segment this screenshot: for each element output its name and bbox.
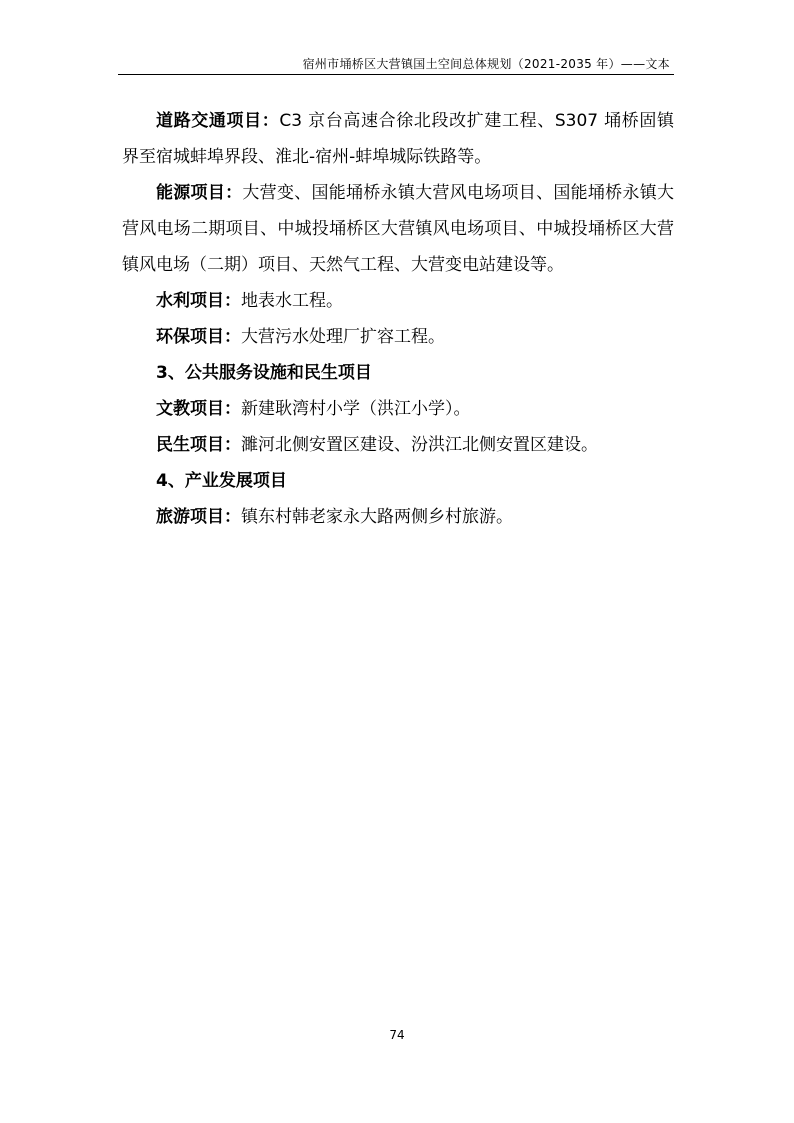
- paragraph-energy: [122, 175, 674, 283]
- paragraph-education: [122, 391, 674, 427]
- label-water: 水利项目：: [156, 291, 241, 311]
- paragraph-livelihood: [122, 427, 674, 463]
- text-water: 地表水工程。: [241, 291, 343, 311]
- paragraph-roads: [122, 103, 674, 175]
- label-education: 文教项目：: [156, 399, 241, 419]
- paragraph-tourism: [122, 499, 674, 535]
- label-tourism: 旅游项目：: [156, 507, 241, 527]
- text-environment: 大营污水处理厂扩容工程。: [241, 327, 445, 347]
- text-roads: C3 京台高速合徐北段改扩建工程、S307 埇桥固镇界至宿城蚌埠界段、淮北-宿州-蚌埠城际铁路等。: [122, 111, 675, 167]
- section-heading-3: 3、公共服务设施和民生项目: [156, 363, 372, 383]
- text-energy: 大营变、国能埇桥永镇大营风电场项目、国能埇桥永镇大营风电场二期项目、中城投埇桥区大营镇风电场项目、中城投埇桥区大营镇风电场（二期）项目、天然气工程、大营变电站建设等。: [122, 183, 675, 275]
- label-roads: 道路交通项目：: [156, 111, 280, 131]
- paragraph-water: [122, 283, 674, 319]
- running-header-title: 宿州市埇桥区大营镇国土空间总体规划（2021-2035 年）——文本: [302, 57, 670, 71]
- text-livelihood: 濉河北侧安置区建设、汾洪江北侧安置区建设。: [241, 435, 598, 455]
- paragraph-environment: [122, 319, 674, 355]
- body-content: [122, 103, 674, 535]
- section-heading-4: 4、产业发展项目: [156, 471, 287, 491]
- label-energy: 能源项目：: [156, 183, 243, 203]
- header-divider: [118, 74, 674, 75]
- text-education: 新建耿湾村小学（洪江小学）。: [241, 399, 471, 419]
- label-livelihood: 民生项目：: [156, 435, 241, 455]
- text-tourism: 镇东村韩老家永大路两侧乡村旅游。: [241, 507, 513, 527]
- label-environment: 环保项目：: [156, 327, 241, 347]
- page-number: 74: [389, 1028, 405, 1042]
